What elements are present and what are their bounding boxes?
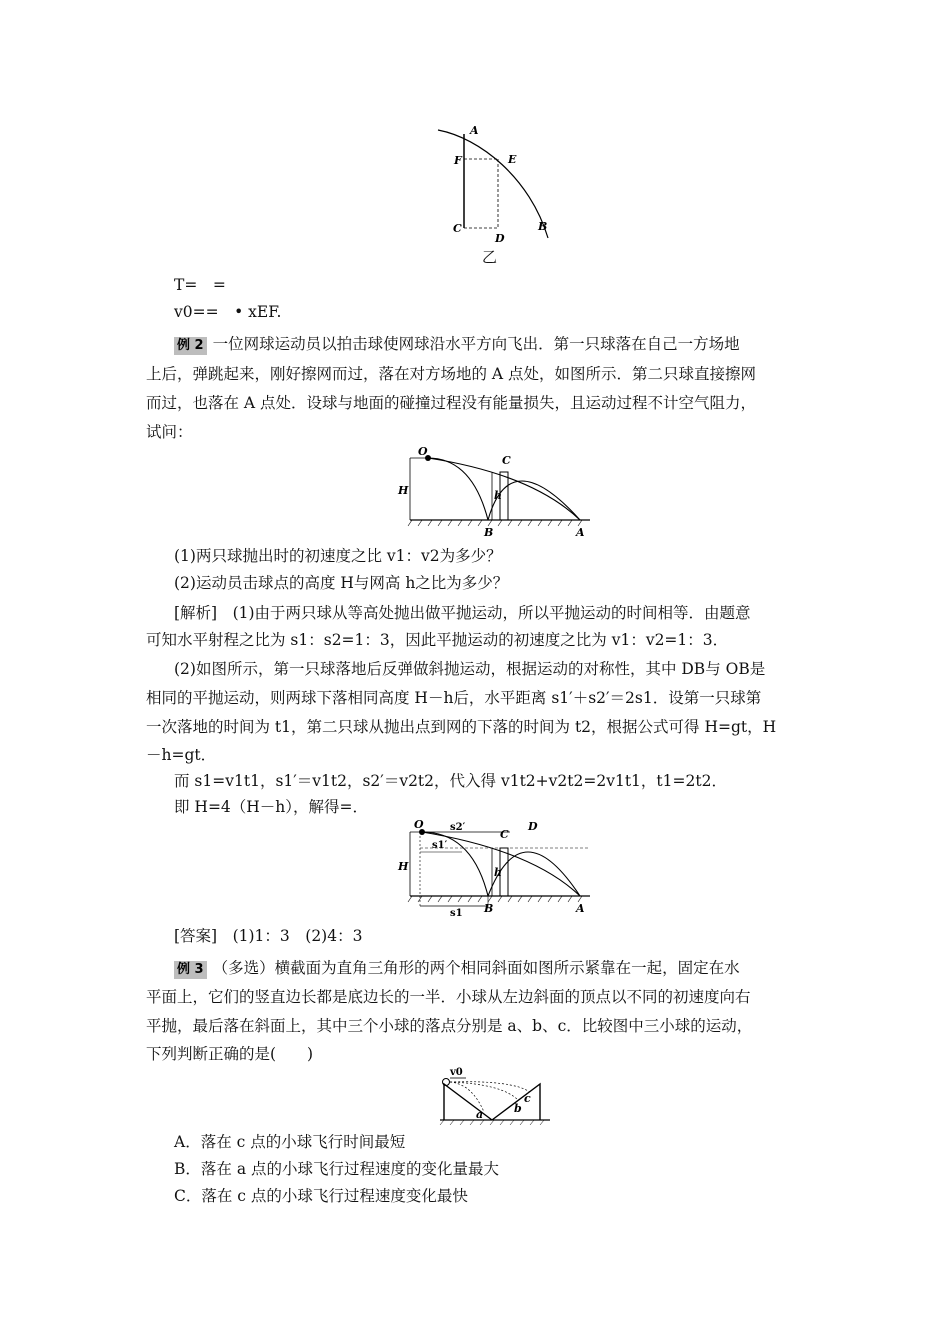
example3-tag: 例 3 xyxy=(174,961,207,979)
solution-line-8: 即 H=4（H－h），解得=． xyxy=(174,798,369,816)
fig3-label-v0: v0 xyxy=(450,1067,463,1078)
example2-line-1: 例 2 一位网球运动员以拍击球使网球沿水平方向飞出．第一只球落在自己一方场地 xyxy=(174,334,814,355)
formula-v0: v0== • xEF. xyxy=(174,303,282,321)
solution-line-6: －h=gt． xyxy=(146,746,217,764)
example3-line-4: 下列判断正确的是( ) xyxy=(146,1045,314,1063)
example2-question-1: (1)两只球抛出时的初速度之比 v1：v2为多少？ xyxy=(174,547,502,565)
example2-figure-2 xyxy=(392,816,602,918)
example3-line-1: 例 3 （多选）横截面为直角三角形的两个相同斜面如图所示紧靠在一起，固定在水 xyxy=(174,958,814,979)
example2-tag: 例 2 xyxy=(174,337,207,355)
figure-yi-svg xyxy=(420,118,560,243)
example3-figure xyxy=(432,1064,557,1128)
label-F: F xyxy=(454,154,462,167)
figure-yi xyxy=(420,118,560,243)
fig1-label-C: C xyxy=(502,454,511,467)
label-A: A xyxy=(470,124,479,137)
solution-line-3: (2)如图所示，第一只球落地后反弹做斜抛运动，根据运动的对称性，其中 DB与 OB是 xyxy=(174,660,766,678)
example2-line-3: 而过，也落在 A 点处．设球与地面的碰撞过程没有能量损失，且运动过程不计空气阻力， xyxy=(146,394,757,412)
example2-question-2: (2)运动员击球点的高度 H与网高 h之比为多少？ xyxy=(174,574,509,592)
example2-line-2: 上后，弹跳起来，刚好擦网而过，落在对方场地的 A 点处，如图所示．第二只球直接擦网 xyxy=(146,365,757,383)
fig1-label-h: h xyxy=(494,489,502,502)
fig1-label-O: O xyxy=(418,445,428,458)
label-D: D xyxy=(495,232,505,243)
example2-figure-1-svg xyxy=(392,444,602,544)
example3-line-2: 平面上，它们的竖直边长都是底边长的一半．小球从左边斜面的顶点以不同的初速度向右 xyxy=(146,988,751,1006)
solution-line-5: 一次落地的时间为 t1，第二只球从抛出点到网的下落的时间为 t2，根据公式可得 H=gt，H xyxy=(146,718,777,736)
fig2-label-A: A xyxy=(576,902,585,915)
example2-figure-2-svg xyxy=(392,816,602,918)
fig2-label-B: B xyxy=(484,902,494,915)
fig2-label-H: H xyxy=(398,860,409,873)
label-E: E xyxy=(508,153,517,166)
example3-line-3: 平抛，最后落在斜面上，其中三个小球的落点分别是 a、b、c．比较图中三小球的运动， xyxy=(146,1017,753,1035)
solution-line-4: 相同的平抛运动，则两球下落相同高度 H－h后，水平距离 s1′＋s2′＝2s1．设第一只球第 xyxy=(146,689,762,707)
option-A: A．落在 c 点的小球飞行时间最短 xyxy=(174,1133,406,1151)
fig3-label-a: a xyxy=(476,1108,484,1121)
fig2-label-s2prime: s2′ xyxy=(450,822,466,833)
fig1-label-H: H xyxy=(398,484,409,497)
option-B: B．落在 a 点的小球飞行过程速度的变化量最大 xyxy=(174,1160,499,1178)
fig1-label-A: A xyxy=(576,526,585,539)
fig3-label-c: c xyxy=(524,1092,531,1105)
fig2-label-s1: s1 xyxy=(450,908,463,918)
fig2-label-D: D xyxy=(528,820,538,833)
fig2-label-h: h xyxy=(494,866,502,879)
fig2-label-s1prime: s1′ xyxy=(432,840,448,851)
solution-line-1: [解析] (1)由于两只球从等高处抛出做平抛运动，所以平抛运动的时间相等．由题意 xyxy=(174,604,751,622)
label-C: C xyxy=(453,222,462,235)
option-C: C．落在 c 点的小球飞行过程速度变化最快 xyxy=(174,1187,468,1205)
fig2-label-C: C xyxy=(500,828,509,841)
example3-figure-svg xyxy=(432,1064,557,1128)
fig3-label-b: b xyxy=(514,1102,522,1115)
solution-line-7: 而 s1=v1t1，s1′＝v1t2，s2′＝v2t2，代入得 v1t2+v2t2=2v1t1，t1=2t2． xyxy=(174,772,727,790)
fig1-label-B: B xyxy=(484,526,494,539)
solution-line-2: 可知水平射程之比为 s1：s2=1：3，因此平抛运动的初速度之比为 v1：v2=1：3． xyxy=(146,631,729,649)
example2-line-4: 试问： xyxy=(146,423,193,441)
figure-yi-caption: 乙 xyxy=(482,248,498,266)
label-B: B xyxy=(538,220,548,233)
fig2-label-O: O xyxy=(414,818,424,831)
example2-figure-1 xyxy=(392,444,602,544)
formula-T: T= = xyxy=(174,276,226,294)
example2-answer: [答案] (1)1：3 (2)4：3 xyxy=(174,927,363,945)
